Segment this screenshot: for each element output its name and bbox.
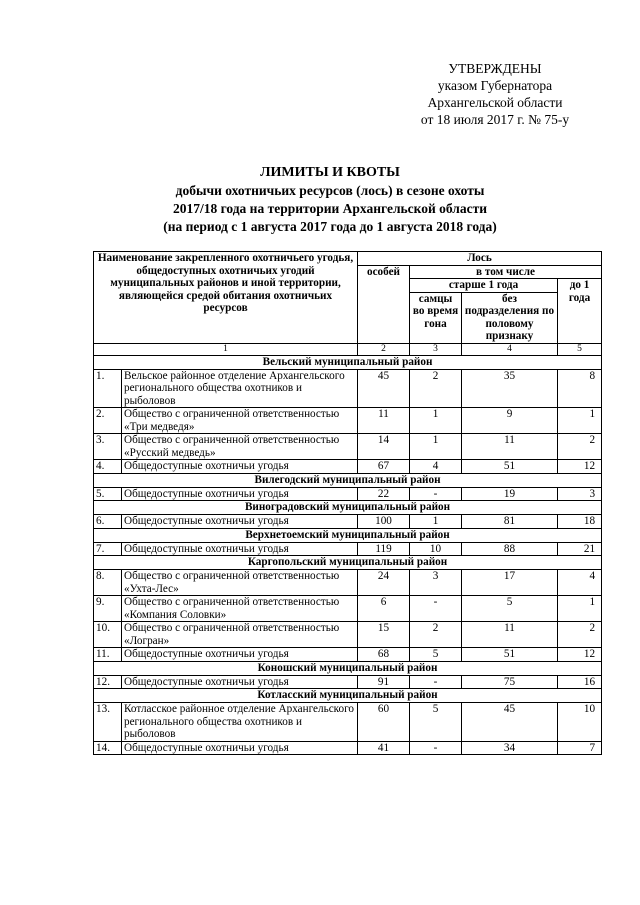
row-males-rut: 1 — [410, 408, 462, 434]
district-name: Верхнетоемский муниципальный район — [94, 528, 602, 542]
row-no-gender: 5 — [462, 596, 558, 622]
column-numbers-row — [94, 343, 602, 355]
district-name: Вельский муниципальный район — [94, 355, 602, 369]
row-total: 60 — [358, 703, 410, 742]
row-total: 24 — [358, 570, 410, 596]
row-no-gender: 11 — [462, 622, 558, 648]
row-under-one: 1 — [558, 596, 602, 622]
table-row — [94, 741, 602, 755]
row-under-one: 4 — [558, 570, 602, 596]
row-name: Котласское районное отделение Архангельского регионального общества охотников и рыболовов — [122, 703, 358, 742]
row-under-one: 3 — [558, 487, 602, 501]
approval-region: Архангельской области — [427, 95, 563, 110]
row-males-rut: - — [410, 596, 462, 622]
document-title — [60, 164, 600, 236]
row-males-rut: 1 — [410, 515, 462, 529]
district-name: Котласский муниципальный район — [94, 689, 602, 703]
row-name: Общедоступные охотничьи угодья — [122, 741, 358, 755]
row-total: 22 — [358, 487, 410, 501]
header-individuals: особей — [358, 265, 410, 343]
approval-title: УТВЕРЖДЕНЫ — [448, 61, 542, 76]
row-total: 91 — [358, 675, 410, 689]
row-no-gender: 88 — [462, 542, 558, 556]
row-no-gender: 35 — [462, 369, 558, 408]
row-no-gender: 51 — [462, 460, 558, 474]
row-under-one: 7 — [558, 741, 602, 755]
row-number: 8. — [94, 570, 122, 596]
district-row — [94, 473, 602, 487]
header-including: в том числе — [410, 265, 602, 279]
row-name: Общедоступные охотничьи угодья — [122, 487, 358, 501]
row-number: 1. — [94, 369, 122, 408]
row-total: 100 — [358, 515, 410, 529]
row-number: 9. — [94, 596, 122, 622]
district-row — [94, 501, 602, 515]
table-row — [94, 570, 602, 596]
row-no-gender: 75 — [462, 675, 558, 689]
district-row — [94, 528, 602, 542]
table-row — [94, 703, 602, 742]
row-name: Общедоступные охотничьи угодья — [122, 648, 358, 662]
row-total: 6 — [358, 596, 410, 622]
row-under-one: 2 — [558, 434, 602, 460]
header-under-one: до 1 года — [558, 279, 602, 344]
table-row — [94, 434, 602, 460]
row-name: Вельское районное отделение Архангельского регионального общества охотников и рыболовов — [122, 369, 358, 408]
column-number: 5 — [558, 343, 602, 355]
row-under-one: 8 — [558, 369, 602, 408]
table-row — [94, 408, 602, 434]
column-number: 1 — [94, 343, 358, 355]
row-under-one: 18 — [558, 515, 602, 529]
row-name: Общество с ограниченной ответственностью «Компания Соловки» — [122, 596, 358, 622]
header-species: Лось — [358, 252, 602, 266]
row-males-rut: 3 — [410, 570, 462, 596]
row-no-gender: 19 — [462, 487, 558, 501]
limits-table — [93, 251, 602, 755]
district-name: Коношский муниципальный район — [94, 661, 602, 675]
row-males-rut: 2 — [410, 622, 462, 648]
row-total: 119 — [358, 542, 410, 556]
header-older: старше 1 года — [410, 279, 558, 293]
row-males-rut: 10 — [410, 542, 462, 556]
header-no-gender: без подразделения по половому признаку — [462, 292, 558, 343]
approval-stamp — [380, 60, 610, 128]
column-number: 4 — [462, 343, 558, 355]
table-row — [94, 369, 602, 408]
row-under-one: 2 — [558, 622, 602, 648]
approval-date: от 18 июля 2017 г. № 75-у — [420, 112, 570, 127]
row-under-one: 10 — [558, 703, 602, 742]
row-no-gender: 9 — [462, 408, 558, 434]
district-name: Вилегодский муниципальный район — [94, 473, 602, 487]
row-total: 67 — [358, 460, 410, 474]
row-no-gender: 45 — [462, 703, 558, 742]
district-row — [94, 689, 602, 703]
row-name: Общество с ограниченной ответственностью «Русский медведь» — [122, 434, 358, 460]
row-under-one: 1 — [558, 408, 602, 434]
row-name: Общедоступные охотничьи угодья — [122, 542, 358, 556]
title-line-3: 2017/18 года на территории Архангельской области — [172, 201, 488, 216]
row-males-rut: 4 — [410, 460, 462, 474]
table-body — [94, 355, 602, 755]
row-under-one: 12 — [558, 460, 602, 474]
title-line-4: (на период с 1 августа 2017 года до 1 августа 2018 года) — [163, 219, 497, 234]
row-total: 15 — [358, 622, 410, 648]
row-males-rut: 2 — [410, 369, 462, 408]
approval-by: указом Губернатора — [437, 78, 553, 93]
table-row — [94, 515, 602, 529]
row-no-gender: 34 — [462, 741, 558, 755]
row-under-one: 16 — [558, 675, 602, 689]
row-number: 2. — [94, 408, 122, 434]
header-males-rut: самцы во время гона — [410, 292, 462, 343]
row-males-rut: - — [410, 675, 462, 689]
row-number: 14. — [94, 741, 122, 755]
column-number: 2 — [358, 343, 410, 355]
row-total: 41 — [358, 741, 410, 755]
title-line-1: ЛИМИТЫ И КВОТЫ — [260, 165, 400, 180]
title-line-2: добычи охотничьих ресурсов (лось) в сезоне охоты — [175, 183, 485, 198]
row-males-rut: - — [410, 487, 462, 501]
district-row — [94, 556, 602, 570]
district-name: Виноградовский муниципальный район — [94, 501, 602, 515]
row-total: 68 — [358, 648, 410, 662]
row-no-gender: 17 — [462, 570, 558, 596]
table-row — [94, 596, 602, 622]
table-row — [94, 622, 602, 648]
row-name: Общество с ограниченной ответственностью «Ухта-Лес» — [122, 570, 358, 596]
district-row — [94, 661, 602, 675]
row-number: 3. — [94, 434, 122, 460]
row-name: Общество с ограниченной ответственностью «Логран» — [122, 622, 358, 648]
row-number: 6. — [94, 515, 122, 529]
row-under-one: 12 — [558, 648, 602, 662]
row-number: 13. — [94, 703, 122, 742]
row-number: 4. — [94, 460, 122, 474]
table-row — [94, 675, 602, 689]
row-males-rut: - — [410, 741, 462, 755]
row-name: Общедоступные охотничьи угодья — [122, 515, 358, 529]
row-total: 45 — [358, 369, 410, 408]
row-number: 7. — [94, 542, 122, 556]
row-name: Общедоступные охотничьи угодья — [122, 460, 358, 474]
district-name: Каргопольский муниципальный район — [94, 556, 602, 570]
row-name: Общество с ограниченной ответственностью «Три медведя» — [122, 408, 358, 434]
row-males-rut: 5 — [410, 703, 462, 742]
row-no-gender: 11 — [462, 434, 558, 460]
row-no-gender: 81 — [462, 515, 558, 529]
row-name: Общедоступные охотничьи угодья — [122, 675, 358, 689]
row-no-gender: 51 — [462, 648, 558, 662]
row-total: 11 — [358, 408, 410, 434]
table-row — [94, 460, 602, 474]
table-row — [94, 648, 602, 662]
row-number: 10. — [94, 622, 122, 648]
row-total: 14 — [358, 434, 410, 460]
row-under-one: 21 — [558, 542, 602, 556]
table-row — [94, 542, 602, 556]
header-name: Наименование закрепленного охотничьего угодья, общедоступных охотничьих угодий муниципальных районов и иной территории, являющейся средой обитания охотничьих ресурсов — [94, 252, 358, 344]
row-males-rut: 5 — [410, 648, 462, 662]
row-number: 11. — [94, 648, 122, 662]
row-males-rut: 1 — [410, 434, 462, 460]
row-number: 5. — [94, 487, 122, 501]
row-number: 12. — [94, 675, 122, 689]
column-number: 3 — [410, 343, 462, 355]
table-row — [94, 487, 602, 501]
district-row — [94, 355, 602, 369]
